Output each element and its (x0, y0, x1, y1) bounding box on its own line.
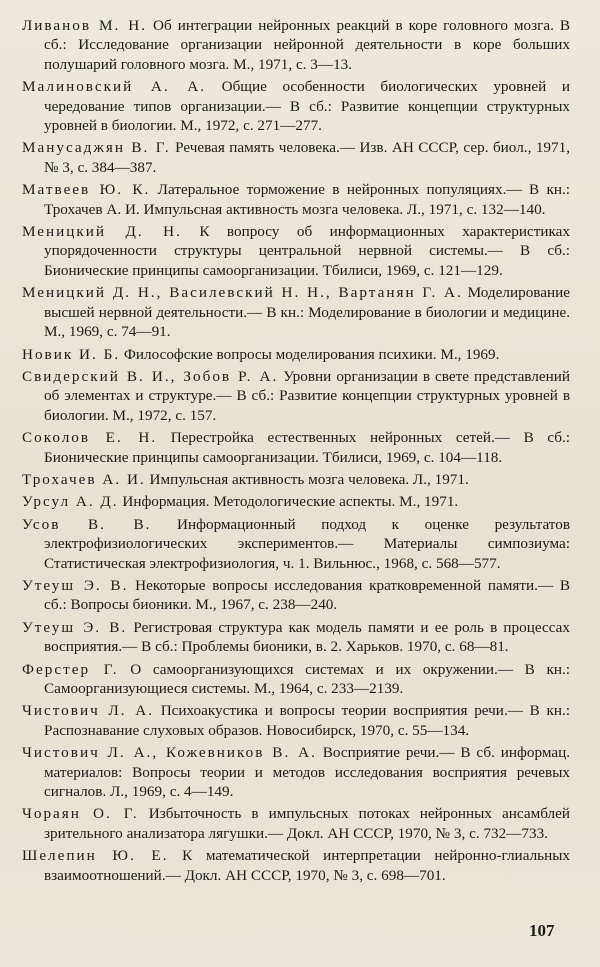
bibliography-list (22, 16, 570, 888)
entry-author: Соколов Е. Н. (22, 429, 158, 447)
entry-author: Чистович Л. А., Кожевников В. А. (22, 744, 317, 762)
bibliography-entry (22, 16, 570, 74)
entry-text: О самоорганизующихся системах и их окружении.— В кн.: Самоорганизующиеся системы. М., 1964, с. 233—2139. (44, 660, 570, 697)
entry-text: Философские вопросы моделирования психики. М., 1969. (120, 345, 500, 363)
bibliography-entry (22, 492, 570, 511)
entry-author: Усов В. В. (22, 515, 152, 533)
entry-text: Латеральное торможение в нейронных популяциях.— В кн.: Трохачев А. И. Импульсная активность мозга человека. Л., 1971, с. 132—140. (44, 181, 570, 218)
entry-text: Импульсная активность мозга человека. Л., 1971. (145, 470, 469, 488)
entry-text: Уровни организации в свете представлений об элементах и структуре.— В сб.: Развитие концепции структурных уровней в биологии. М., 1972, с. 157. (44, 367, 570, 424)
entry-author: Чистович Л. А. (22, 702, 154, 720)
entry-text: Об интеграции нейронных реакций в коре головного мозга. В сб.: Исследование организации нейронной деятельности в коре больших полушарий головного мозга. М., 1971, с. 3—13. (44, 17, 570, 73)
bibliography-entry (22, 618, 570, 657)
bibliography-entry (22, 345, 570, 364)
entry-author: Манусаджян В. Г. (22, 139, 171, 157)
bibliography-entry (22, 701, 570, 740)
entry-author: Чораян О. Г. (22, 805, 139, 823)
entry-author: Новик И. Б. (22, 345, 121, 363)
entry-text: Некоторые вопросы исследования кратковременной памяти.— В сб.: Вопросы бионики. М., 1967, с. 238—240. (44, 576, 571, 614)
bibliography-entry (22, 515, 570, 573)
bibliography-entry (22, 283, 570, 341)
entry-author: Меницкий Д. Н. (22, 223, 182, 241)
entry-text: К математической интерпретации нейронно-глиальных взаимоотношений.— Докл. АН СССР, 1970, № 3, с. 698—701. (44, 847, 570, 884)
page-number: 107 (529, 921, 555, 940)
entry-author: Шелепин Ю. Е. (22, 847, 169, 865)
entry-text: К вопросу об информационных характеристиках упорядоченности структуры центральной нервной системы.— В сб.: Бионические принципы самоорганизации. Тбилиси, 1969, с. 121—129. (44, 223, 571, 279)
bibliography-entry (22, 846, 570, 885)
entry-author: Урсул А. Д. (22, 493, 119, 511)
entry-author: Утеуш Э. В. (22, 618, 128, 636)
entry-author: Свидерский В. И., Зобов Р. А. (22, 367, 279, 385)
entry-text: Регистровая структура как модель памяти и ее роль в процессах восприятия.— В сб.: Проблемы бионики, в. 2. Харьков. 1970, с. 68—81. (44, 618, 570, 656)
entry-text: Психоакустика и вопросы теории восприятия речи.— В кн.: Распознавание слуховых образов. Новосибирск, 1970, с. 55—134. (44, 702, 570, 739)
entry-author: Ферстер Г. (22, 660, 119, 678)
bibliography-entry (22, 222, 570, 280)
bibliography-entry (22, 77, 570, 135)
bibliography-entry (22, 576, 570, 615)
entry-author: Меницкий Д. Н., Василевский Н. Н., Вартанян Г. А. (22, 284, 463, 302)
bibliography-entry (22, 804, 570, 843)
entry-text: Избыточность в импульсных потоках нейронных ансамблей зрительного анализатора лягушки.— Докл. АН СССР, 1970, № 3, с. 732—733. (44, 805, 570, 842)
entry-text: Информация. Методологические аспекты. М., 1971. (118, 493, 459, 511)
entry-text: Моделирование высшей нервной деятельности.— В кн.: Моделирование в биологии и медицине. М., 1969, с. 74—91. (44, 284, 570, 341)
bibliography-entry (22, 138, 570, 177)
bibliography-entry (22, 470, 570, 489)
entry-text: Восприятие речи.— В сб. информац. материалов: Вопросы теории и методов исследования восприятия речевых сигналов. Л., 1969, с. 4—149. (44, 744, 570, 801)
entry-author: Малиновский А. А. (22, 78, 206, 96)
entry-text: Информационный подход к оценке результатов электрофизиологических экспериментов.— Материалы симпозиума: Статистическая электрофизиология, ч. 1. Вильнюс., 1968, с. 568—577. (44, 515, 570, 572)
entry-text: Речевая память человека.— Изв. АН СССР, сер. биол., 1971, № 3, с. 384—387. (44, 139, 570, 176)
entry-author: Матвеев Ю. К. (22, 181, 151, 199)
bibliography-entry (22, 660, 570, 699)
entry-text: Общие особенности биологических уровней и чередование типов организации.— В сб.: Развитие концепции структурных уровней в биологии. М., 1972, с. 271—277. (44, 78, 570, 135)
entry-text: Перестройка естественных нейронных сетей.— В сб.: Бионические принципы самоорганизации. Тбилиси, 1969, с. 104—118. (44, 429, 570, 466)
bibliography-entry (22, 428, 570, 467)
entry-author: Трохачев А. И. (22, 470, 146, 488)
bibliography-entry (22, 743, 570, 801)
entry-author: Утеуш Э. В. (22, 576, 129, 594)
bibliography-entry (22, 180, 570, 219)
entry-author: Ливанов М. Н. (22, 17, 148, 34)
bibliography-entry (22, 367, 570, 425)
